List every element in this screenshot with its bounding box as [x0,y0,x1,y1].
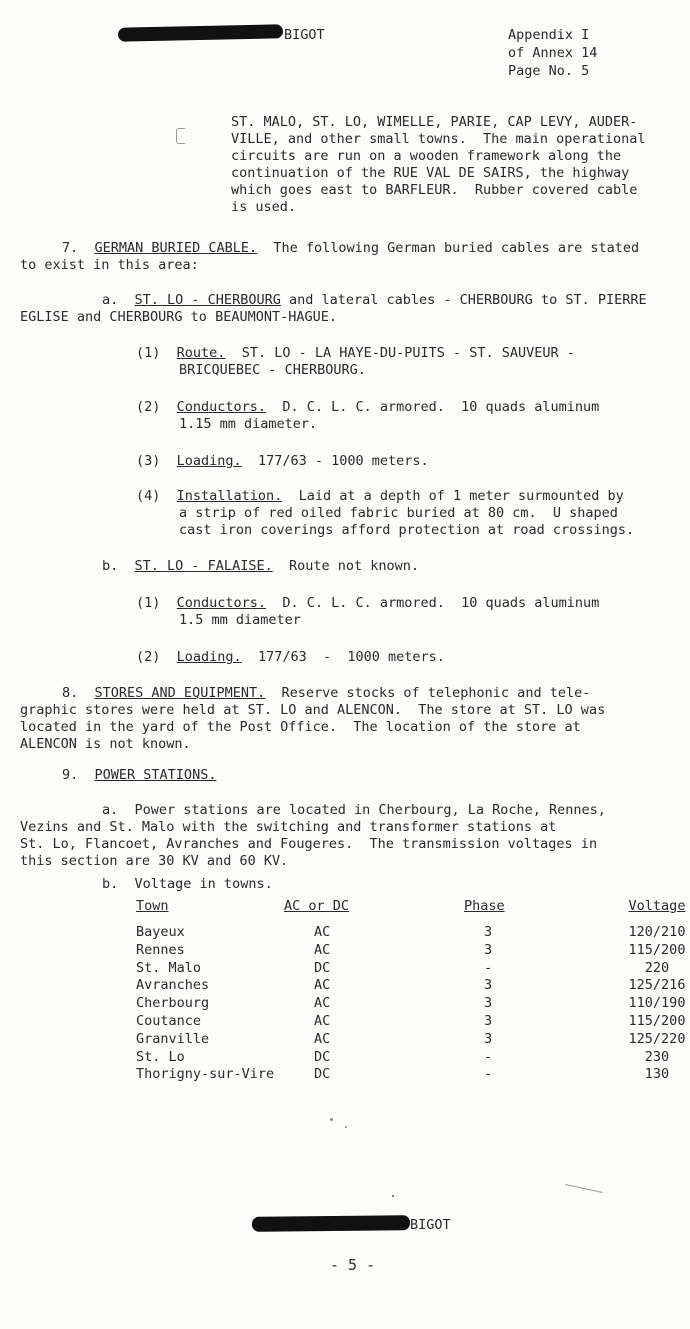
cell-town: Coutance [136,1012,202,1029]
table-row [136,942,690,960]
intro-line: ST. MALO, ST. LO, WIMELLE, PARIE, CAP LEVY, AUDER- [231,114,638,130]
appendix-line-1: Appendix I [508,27,590,43]
list-item: (2) Loading. 177/63 - 1000 meters. [136,649,445,665]
cell-phase: 3 [484,1030,493,1047]
cell-ac-dc: DC [314,1066,331,1083]
section-7-heading-line [62,240,639,257]
section-heading: GERMAN BURIED CABLE. [94,240,258,256]
list-item: (4) Installation. Laid at a depth of 1 meter surmounted by [136,488,624,504]
list-item-continuation: 1.5 mm diameter [179,612,301,628]
voltage-table [136,898,690,1084]
subsection-title: ST. LO - CHERBOURG [134,292,281,308]
subsection-text: Route not known. [288,558,420,574]
column-header-ac-dc: AC or DC [284,898,350,914]
cell-ac-dc: AC [314,995,331,1012]
cell-ac-dc: AC [314,1030,331,1047]
cell-ac-dc: AC [314,1012,331,1029]
section-number: 8. [62,685,79,701]
table-row [136,924,690,942]
column-header-phase: Phase [464,898,505,914]
section-text-line: graphic stores were held at ST. LO and ALENCON. The store at ST. LO was [20,702,606,718]
appendix-line-2: of Annex 14 [508,45,598,61]
scan-stroke [565,1184,602,1193]
column-header-voltage: Voltage [628,898,686,914]
section-text-line: St. Lo, Flancoet, Avranches and Fougeres. The transmission voltages in [20,836,598,852]
cell-voltage: 115/200 [628,941,686,958]
cell-ac-dc: AC [314,977,331,994]
cell-voltage: 230 [644,1048,670,1065]
intro-line: continuation of the RUE VAL DE SAIRS, the highway [231,165,630,181]
subsection-letter: b. [102,876,119,892]
section-text: Reserve stocks of telephonic and tele- [281,685,591,701]
cell-voltage: 220 [644,959,670,976]
cell-voltage: 120/210 [628,924,686,940]
cell-town: Cherbourg [136,995,210,1012]
cell-town: Granville [136,1030,210,1047]
classification-bottom: BIGOT [410,1217,451,1233]
table-row [136,960,690,978]
cell-town: St. Lo [136,1048,185,1065]
column-header-town: Town [136,898,169,914]
section-text-line: to exist in this area: [20,257,199,273]
cell-voltage: 110/190 [628,995,686,1012]
list-item: (2) Conductors. D. C. L. C. armored. 10 quads aluminum [136,399,600,415]
list-item: (1) Route. ST. LO - LA HAYE-DU-PUITS - ST. SAUVEUR - [136,345,575,361]
cell-phase: 3 [484,977,493,994]
table-row [136,1013,690,1031]
subsection-title: ST. LO - FALAISE. [134,558,273,574]
cell-town: Rennes [136,941,185,958]
cell-phase: - [484,1048,493,1065]
cell-voltage: 130 [644,1066,670,1083]
cell-town: Thorigny-sur-Vire [136,1066,275,1083]
section-text-line: Vezins and St. Malo with the switching and transformer stations at [20,819,557,835]
cell-phase: 3 [484,1012,493,1029]
section-number: 7. [62,240,79,256]
scan-speck [330,1118,333,1121]
subsection-text: Voltage in towns. [134,876,273,892]
section-text-line: ALENCON is not known. [20,736,191,752]
intro-line: which goes east to BARFLEUR. Rubber covered cable [231,182,638,198]
subsection-b-line [102,558,419,575]
subsection-letter: a. [102,802,119,818]
section-9-heading-line [62,767,216,784]
list-item: (3) Loading. 177/63 - 1000 meters. [136,453,429,469]
subsection-letter: b. [102,558,119,574]
subsection-letter: a. [102,292,119,308]
cell-town: Bayeux [136,924,185,940]
subsection-text-line: EGLISE and CHERBOURG to BEAUMONT-HAGUE. [20,309,337,325]
cell-ac-dc: DC [314,959,331,976]
table-row [136,1066,690,1084]
table-header-row [136,898,690,924]
intro-line: VILLE, and other small towns. The main operational [231,131,646,147]
scan-mark [176,128,185,144]
cell-town: St. Malo [136,959,202,976]
cell-ac-dc: AC [314,924,331,940]
section-number: 9. [62,767,79,783]
subsection-a-line [102,802,606,819]
subsection-text: Power stations are located in Cherbourg, La Roche, Rennes, [134,802,606,818]
cell-phase: 3 [484,941,493,958]
scan-speck [392,1195,394,1197]
cell-phase: - [484,959,493,976]
table-row [136,995,690,1013]
intro-line: circuits are run on a wooden framework along the [231,148,622,164]
cell-phase: - [484,1066,493,1083]
table-row [136,977,690,995]
appendix-line-3: Page No. 5 [508,63,590,79]
cell-voltage: 125/216 [628,977,686,994]
cell-ac-dc: DC [314,1048,331,1065]
page-number: - 5 - [330,1256,376,1274]
subsection-text: and lateral cables - CHERBOURG to ST. PIERRE [288,292,647,308]
scan-speck [345,1126,347,1128]
list-item-continuation: a strip of red oiled fabric buried at 80 cm. U shaped [179,505,618,521]
redaction-bar-bottom [252,1215,410,1232]
list-item-continuation: 1.15 mm diameter. [179,416,318,432]
list-item-continuation: BRICQUEBEC - CHERBOURG. [179,362,366,378]
section-text-line: located in the yard of the Post Office. The location of the store at [20,719,581,735]
cell-ac-dc: AC [314,941,331,958]
cell-voltage: 115/200 [628,1012,686,1029]
list-item: (1) Conductors. D. C. L. C. armored. 10 quads aluminum [136,595,600,611]
redaction-bar-top [118,24,283,41]
table-row [136,1031,690,1049]
section-heading: STORES AND EQUIPMENT. [94,685,266,701]
section-8-heading-line [62,685,590,702]
table-row [136,1049,690,1067]
classification-top: BIGOT [284,27,325,43]
subsection-a-line [102,292,647,309]
subsection-b-line [102,876,273,893]
section-text: The following German buried cables are stated [273,240,640,256]
cell-town: Avranches [136,977,210,994]
cell-phase: 3 [484,995,493,1012]
list-item-continuation: cast iron coverings afford protection at road crossings. [179,522,635,538]
cell-voltage: 125/220 [628,1030,686,1047]
cell-phase: 3 [484,924,493,940]
intro-line: is used. [231,199,297,215]
section-text-line: this section are 30 KV and 60 KV. [20,853,289,869]
section-heading: POWER STATIONS. [94,767,217,783]
